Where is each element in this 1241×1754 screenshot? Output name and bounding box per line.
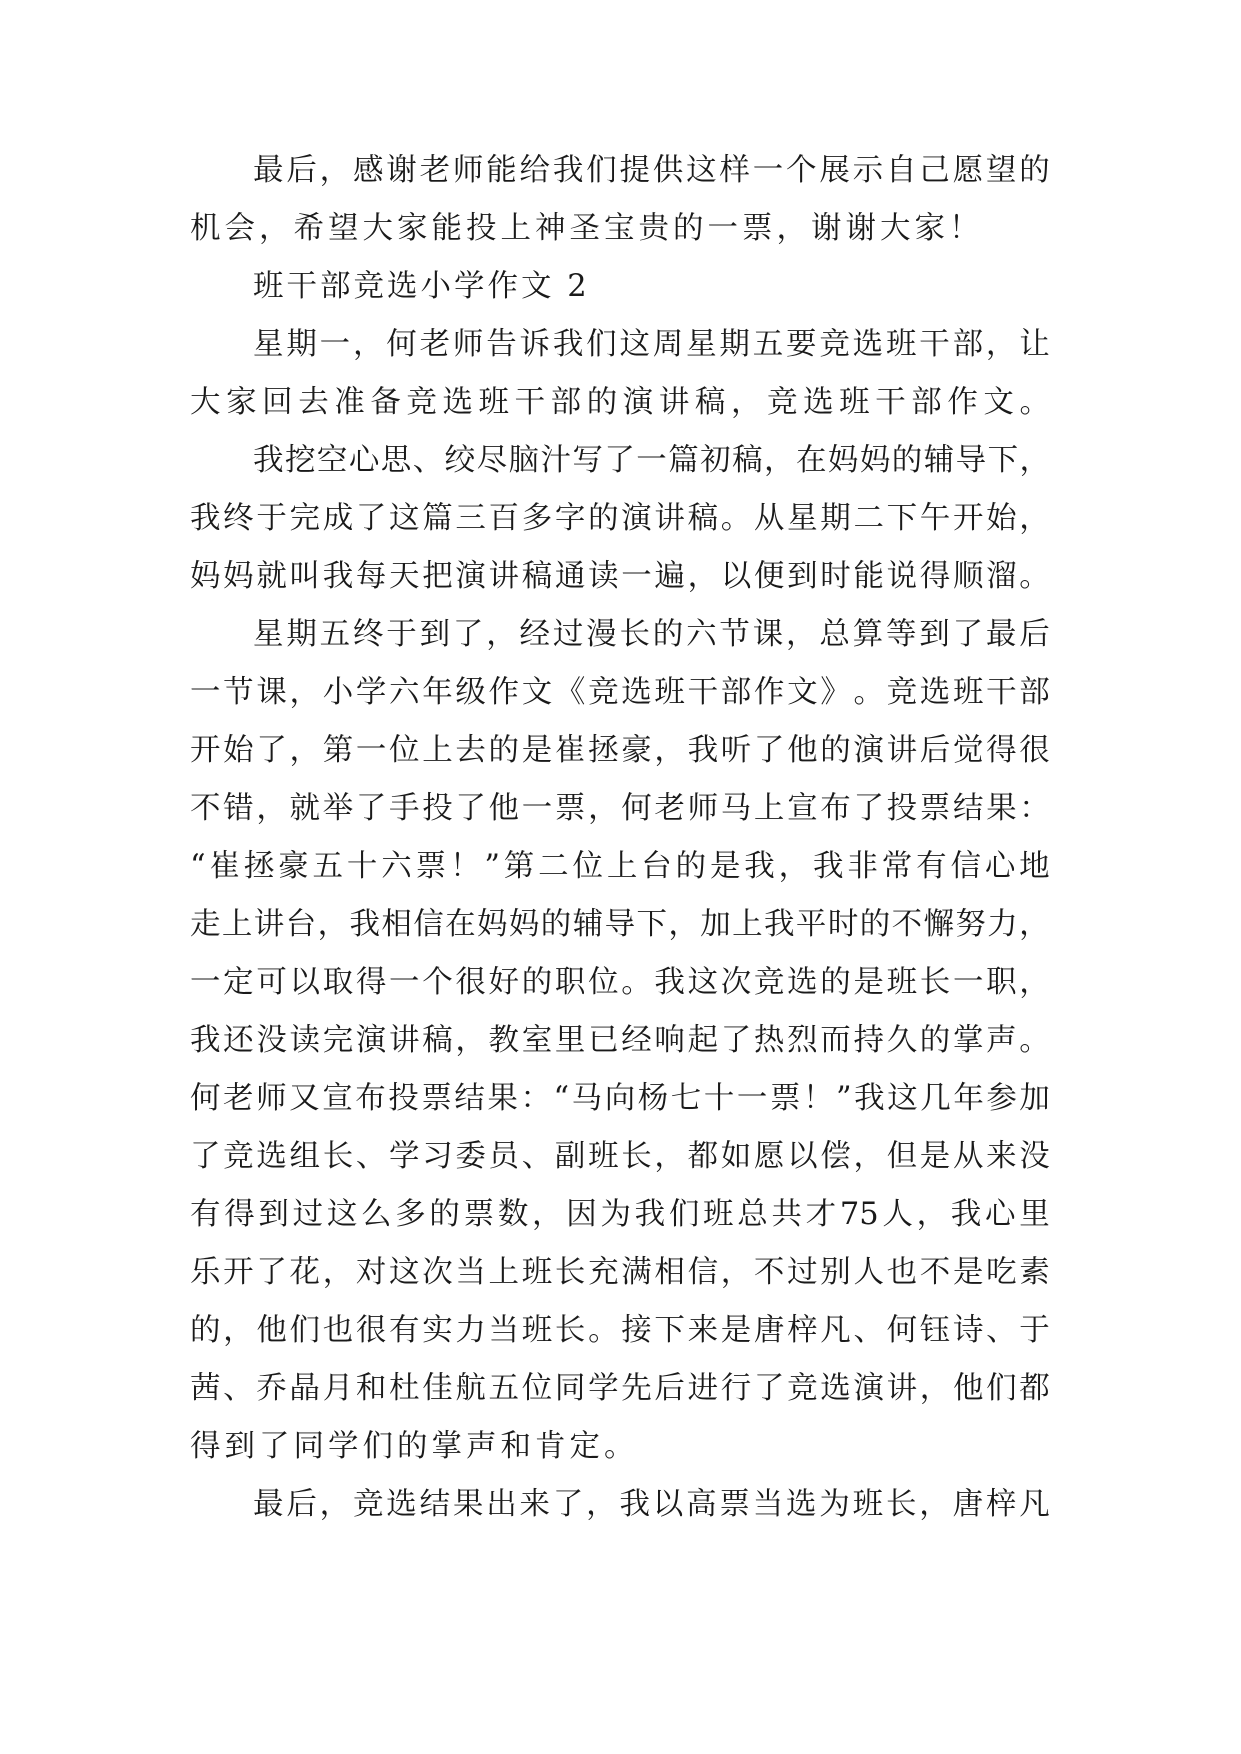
text-line: 我 终 于 完 成 了 这 篇 三 百 多 字 的 演 讲 稿 。 从 星 期 二 下 午 开 始 ，: [190, 501, 1050, 536]
text-line: 机会，希望大家能投上神圣宝贵的一票，谢谢大家！: [190, 211, 984, 246]
text-line: 最 后 ， 竞 选 结 果 出 来 了 ， 我 以 高 票 当 选 为 班 长 ， 唐 梓 凡: [253, 1487, 1050, 1522]
essay-title-text: 班干部竞选小学作文 2: [253, 269, 590, 304]
text-line: 我 挖 空 心 思 、 绞 尽 脑 汁 写 了 一 篇 初 稿 ， 在 妈 妈 的 辅 导 下 ，: [253, 443, 1050, 478]
text-line: 走 上 讲 台 ， 我 相 信 在 妈 妈 的 辅 导 下 ， 加 上 我 平 时 的 不 懈 努 力 ，: [190, 907, 1050, 942]
essay-title: [190, 258, 1050, 316]
text-line: 得到了同学们的掌声和肯定。: [190, 1429, 639, 1464]
text-line: 乐 开 了 花 ， 对 这 次 当 上 班 长 充 满 相 信 ， 不 过 别 人 也 不 是 吃 素: [190, 1255, 1050, 1290]
paragraph-monday: [190, 316, 1050, 432]
text-line: 了 竞 选 组 长 、 学 习 委 员 、 副 班 长 ， 都 如 愿 以 偿 ， 但 是 从 来 没: [190, 1139, 1050, 1174]
text-line: 一 定 可 以 取 得 一 个 很 好 的 职 位 。 我 这 次 竞 选 的 是 班 长 一 职 ，: [190, 965, 1050, 1000]
text-line: 我 还 没 读 完 演 讲 稿 ， 教 室 里 已 经 响 起 了 热 烈 而 持 久 的 掌 声 。: [190, 1023, 1050, 1058]
paragraph-draft: [190, 432, 1050, 606]
text-line: 的 ， 他 们 也 很 有 实 力 当 班 长 。 接 下 来 是 唐 梓 凡 、 何 钰 诗 、 于: [190, 1313, 1050, 1348]
text-line: 星 期 五 终 于 到 了 ， 经 过 漫 长 的 六 节 课 ， 总 算 等 到 了 最 后: [253, 617, 1050, 652]
text-line: “ 崔 拯 豪 五 十 六 票 ！ ” 第 二 位 上 台 的 是 我 ， 我 非 常 有 信 心 地: [190, 849, 1050, 884]
text-line: 开 始 了 ， 第 一 位 上 去 的 是 崔 拯 豪 ， 我 听 了 他 的 演 讲 后 觉 得 很: [190, 733, 1050, 768]
text-line: 一 节 课 ， 小 学 六 年 级 作 文 《 竞 选 班 干 部 作 文 》 。 竞 选 班 干 部: [190, 675, 1050, 710]
text-line: 有 得 到 过 这 么 多 的 票 数 ， 因 为 我 们 班 总 共 才 75 人 ， 我 心 里: [190, 1197, 1050, 1232]
text-line: 茜 、 乔 晶 月 和 杜 佳 航 五 位 同 学 先 后 进 行 了 竞 选 演 讲 ， 他 们 都: [190, 1371, 1050, 1406]
text-line: 不 错 ， 就 举 了 手 投 了 他 一 票 ， 何 老 师 马 上 宣 布 了 投 票 结 果 ：: [190, 791, 1050, 826]
paragraph-result: [190, 1476, 1050, 1534]
text-line: 大 家 回 去 准 备 竞 选 班 干 部 的 演 讲 稿 ， 竞 选 班 干 部 作 文 。: [190, 385, 1050, 420]
text-line: 何 老 师 又 宣 布 投 票 结 果 ： “ 马 向 杨 七 十 一 票 ！ ” 我 这 几 年 参 加: [190, 1081, 1050, 1116]
text-line: 妈 妈 就 叫 我 每 天 把 演 讲 稿 通 读 一 遍 ， 以 便 到 时 能 说 得 顺 溜 。: [190, 559, 1050, 594]
text-line: 星 期 一 ， 何 老 师 告 诉 我 们 这 周 星 期 五 要 竞 选 班 干 部 ， 让: [253, 327, 1050, 362]
document-page: [190, 142, 1050, 1534]
paragraph-friday: [190, 606, 1050, 1476]
text-line: 最 后 ， 感 谢 老 师 能 给 我 们 提 供 这 样 一 个 展 示 自 己 愿 望 的: [253, 153, 1050, 188]
paragraph-closing-thanks: [190, 142, 1050, 258]
